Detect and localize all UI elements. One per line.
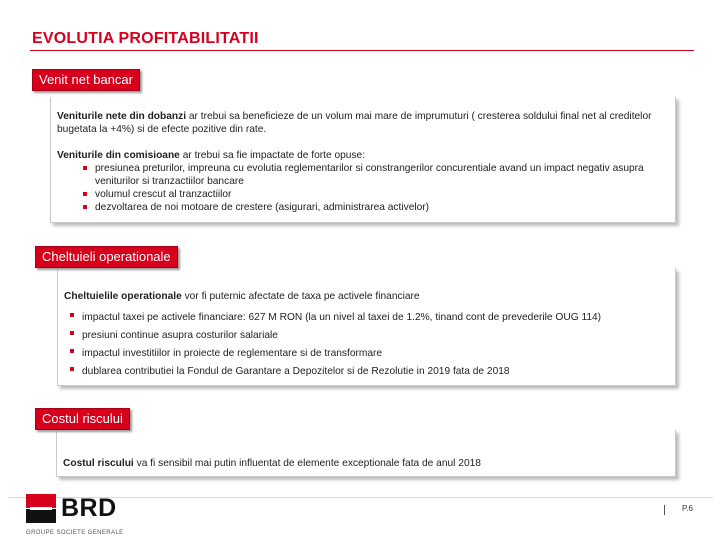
list-item: presiuni continue asupra costurilor salariale <box>68 327 675 345</box>
logo-subtitle: GROUPE SOCIETE GENERALE <box>26 530 124 536</box>
list-item: presiunea preturilor, impreuna cu evolutia reglementarilor si constrangerilor concurentiale avand un impact negativ asupra veniturilor si tranzactiilor bancare <box>81 162 675 188</box>
section-tag-venit-net-bancar: Venit net bancar <box>32 69 140 91</box>
section-tag-cheltuieli-operationale: Cheltuieli operationale <box>35 246 178 268</box>
page-number: P.6 <box>682 504 693 513</box>
logo-mark-icon <box>26 494 56 523</box>
venit-paragraph-dobanzi: Veniturile nete din dobanzi ar trebui sa beneficieze de un volum mai mare de imprumuturi ( cresterea soldului final net al creditelor bugetata la +4%) si de efecte pozitive din rate. <box>57 111 652 135</box>
list-item: impactul investitiilor in proiecte de reglementare si de transformare <box>68 345 675 363</box>
list-item: impactul taxei pe activele financiare: 627 M RON (la un nivel al taxei de 1.2%, tinand cont de prevederile OUG 114) <box>68 309 675 327</box>
venit-content-box <box>50 97 676 223</box>
venit-bullet-list <box>81 162 675 214</box>
list-item: volumul crescut al tranzactiilor <box>81 188 675 201</box>
cheltuieli-paragraph: Cheltuielile operationale vor fi puternic afectate de taxa pe activele financiare <box>64 291 420 302</box>
logo-wordmark: BRD <box>61 494 117 522</box>
risc-paragraph: Costul riscului va fi sensibil mai putin influentat de elemente exceptionale fata de anul 2018 <box>63 458 481 469</box>
cheltuieli-content-box <box>57 268 676 386</box>
section-tag-costul-riscului: Costul riscului <box>35 408 130 430</box>
list-item: dezvoltarea de noi motoare de crestere (asigurari, administrarea activelor) <box>81 201 675 214</box>
page-number-separator <box>664 505 665 515</box>
list-item: dublarea contributiei la Fondul de Garantare a Depozitelor si de Rezolutie in 2019 fata de 2018 <box>68 363 675 381</box>
cheltuieli-bullet-list <box>68 309 675 381</box>
risc-content-box <box>56 430 676 477</box>
page-title: EVOLUTIA PROFITABILITATII <box>32 30 259 47</box>
title-divider <box>30 50 694 51</box>
venit-paragraph-comisioane: Veniturile din comisioane ar trebui sa fie impactate de forte opuse: <box>57 150 366 161</box>
